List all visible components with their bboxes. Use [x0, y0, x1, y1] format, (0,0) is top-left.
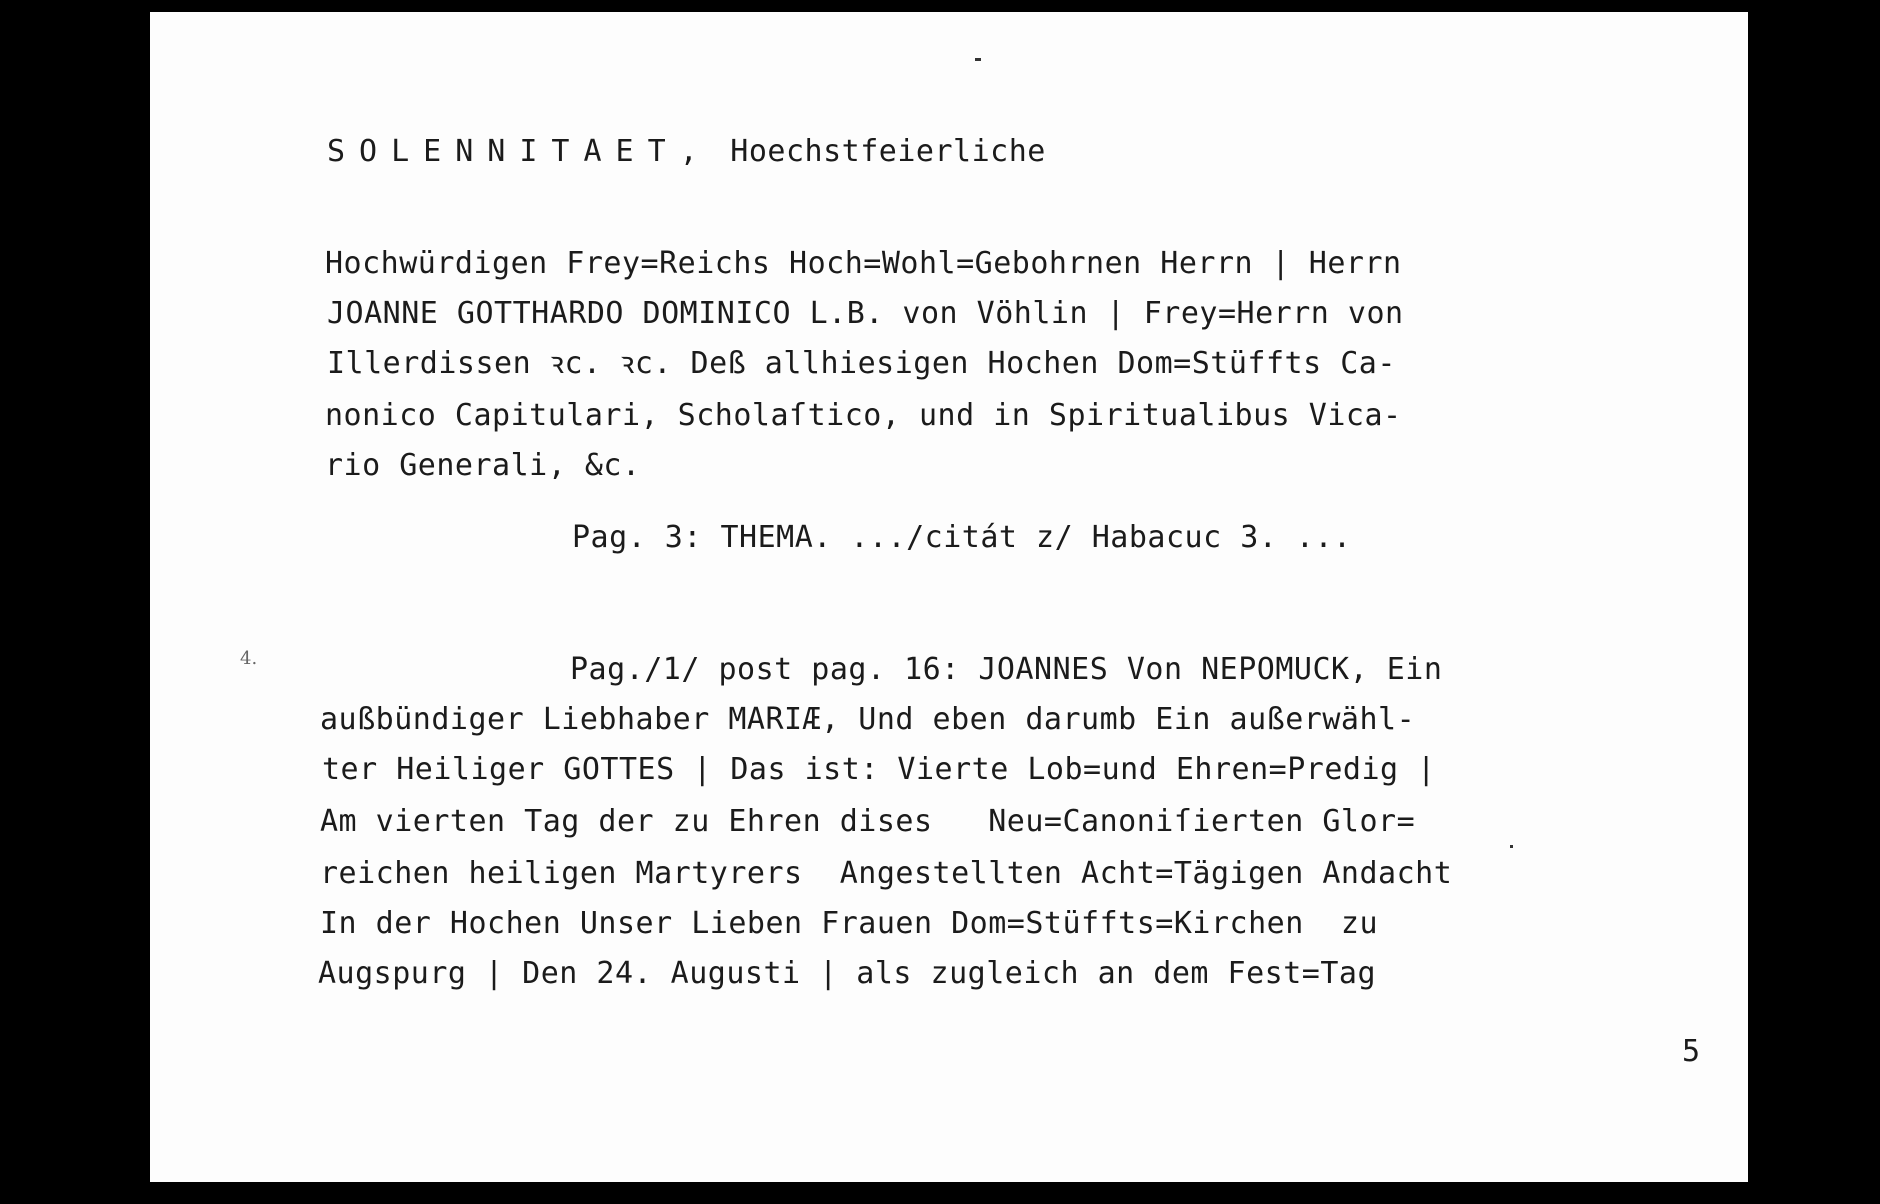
scan-speck	[1510, 845, 1513, 848]
paragraph1-line-4: nonico Capitulari, Scholaſtico, und in Spiritualibus Vica-	[325, 398, 1402, 433]
typescript-page	[150, 12, 1748, 1182]
thema-line: Pag. 3: THEMA. .../citát z/ Habacuc 3. ...	[572, 520, 1352, 555]
paragraph2-line-4: Am vierten Tag der zu Ehren dises Neu=Canoniſierten Glor=	[320, 804, 1416, 839]
paragraph1-line-3: Illerdissen ꝛc. ꝛc. Deß allhiesigen Hochen Dom=Stüffts Ca-	[327, 346, 1396, 381]
paragraph2-line-6: In der Hochen Unser Lieben Frauen Dom=Stüffts=Kirchen zu	[320, 906, 1379, 941]
paragraph1-line-1: Hochwürdigen Frey=Reichs Hoch=Wohl=Gebohrnen Herrn | Herrn	[325, 246, 1402, 281]
paragraph2-line-5: reichen heiligen Martyrers Angestellten Acht=Tägigen Andacht	[320, 856, 1453, 891]
paragraph2-line-3: ter Heiliger GOTTES | Das ist: Vierte Lob=und Ehren=Predig |	[322, 752, 1436, 787]
paragraph2-line-1: Pag./1/ post pag. 16: JOANNES Von NEPOMUCK, Ein	[570, 652, 1443, 687]
scan-speck	[975, 58, 981, 61]
paragraph1-line-5: rio Generali, &c.	[325, 448, 641, 483]
heading-spaced-word: SOLENNITAET,	[327, 134, 712, 169]
margin-mark: 4.	[240, 648, 258, 669]
document-heading	[327, 134, 1046, 170]
heading-rest: Hoechstfeierliche	[711, 134, 1046, 169]
paragraph2-line-7: Augspurg | Den 24. Augusti | als zugleich an dem Fest=Tag	[318, 956, 1377, 991]
paragraph1-line-2: JOANNE GOTTHARDO DOMINICO L.B. von Vöhlin | Frey=Herrn von	[327, 296, 1404, 331]
page-number: 5	[1681, 1034, 1700, 1069]
paragraph2-line-2: außbündiger Liebhaber MARIÆ, Und eben darumb Ein außerwähl-	[320, 702, 1416, 737]
